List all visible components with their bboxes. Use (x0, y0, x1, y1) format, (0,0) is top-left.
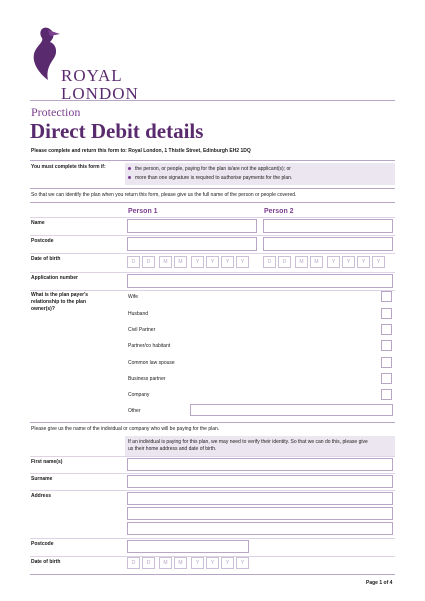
bullet-1 (128, 166, 291, 173)
date-digit[interactable]: D (127, 256, 140, 268)
relationship-option-label: Partner/co habitant (128, 343, 171, 349)
relationship-option-label: Wife (128, 294, 138, 300)
relationship-option-label: Common law spouse (128, 360, 175, 366)
relationship-option-label: Civil Partner (128, 327, 156, 333)
relationship-option-label: Company (128, 392, 150, 398)
payer-note: If an individual is paying for this plan, we may need to verify their identity. So that we can do this, please give us their home address and date of birth. (128, 439, 368, 452)
row-rule (30, 473, 395, 474)
payer-dob-label: Date of birth (31, 559, 61, 565)
bullet-1-text: the person, or people, paying for the plan is/are not the applicant(s); or (135, 166, 291, 172)
date-digit[interactable]: Y (236, 256, 249, 268)
bullet-2-text: more than one signature is required to authorise payments for the plan. (135, 175, 293, 181)
row-rule (30, 235, 395, 236)
other-field[interactable] (190, 404, 393, 416)
date-digit[interactable]: D (142, 557, 155, 569)
first-names-label: First name(s) (31, 459, 63, 465)
payer-postcode-label: Postcode (31, 541, 54, 547)
relationship-checkbox[interactable] (381, 389, 392, 400)
relationship-checkbox[interactable] (381, 340, 392, 351)
date-digit[interactable]: Y (191, 557, 204, 569)
date-digit[interactable]: D (142, 256, 155, 268)
pelican-icon (30, 24, 64, 84)
person1-name-field[interactable] (127, 219, 257, 233)
date-digit[interactable]: M (310, 256, 323, 268)
relationship-checkbox[interactable] (381, 291, 392, 302)
surname-field[interactable] (127, 475, 393, 488)
row-rule (30, 272, 395, 273)
rule-5 (30, 574, 395, 575)
relationship-checkbox[interactable] (381, 308, 392, 319)
person2-name-field[interactable] (263, 219, 393, 233)
postcode-label: Postcode (31, 238, 54, 244)
row-rule (30, 538, 395, 539)
must-complete-label: You must complete this form if: (31, 164, 106, 170)
date-digit[interactable]: M (159, 256, 172, 268)
row-rule (30, 490, 395, 491)
logo-line1: ROYAL (61, 66, 123, 85)
payer-text: Please give us the name of the individual or company who will be paying for the plan. (31, 426, 220, 432)
address-line3-field[interactable] (127, 522, 393, 535)
page-number: Page 1 of 4 (366, 580, 393, 586)
rule-4 (30, 422, 395, 423)
intro-text: Please complete and return this form to: Royal London, 1 Thistle Street, Edinburgh EH2 1DQ (31, 148, 251, 154)
dob-label: Date of birth (31, 256, 61, 262)
row-rule (30, 253, 395, 254)
rule-1 (30, 160, 395, 161)
relationship-option-label: Other (128, 408, 141, 414)
app-number-field[interactable] (127, 274, 393, 288)
date-digit[interactable]: M (174, 256, 187, 268)
date-digit[interactable]: M (295, 256, 308, 268)
address-line1-field[interactable] (127, 492, 393, 505)
relationship-option-label: Business partner (128, 376, 166, 382)
payer-postcode-field[interactable] (127, 540, 249, 553)
date-digit[interactable]: M (174, 557, 187, 569)
bullet-dot (128, 176, 131, 179)
date-digit[interactable]: Y (327, 256, 340, 268)
date-digit[interactable]: D (278, 256, 291, 268)
logo-line2: LONDON (61, 84, 139, 103)
relationship-checkbox[interactable] (381, 324, 392, 335)
row-rule (30, 290, 395, 291)
relationship-option-label: Husband (128, 311, 149, 317)
relationship-label: What is the plan payer's relationship to the plan owner(s)? (31, 292, 89, 312)
rule-2 (30, 188, 395, 189)
person1-heading: Person 1 (128, 208, 158, 215)
row-rule (30, 456, 395, 457)
date-digit[interactable]: Y (191, 256, 204, 268)
date-digit[interactable]: M (159, 557, 172, 569)
bullet-dot (128, 167, 131, 170)
date-digit[interactable]: Y (221, 256, 234, 268)
date-digit[interactable]: Y (206, 557, 219, 569)
page-title: Direct Debit details (30, 119, 204, 143)
person2-heading: Person 2 (264, 208, 294, 215)
relationship-checkbox[interactable] (381, 373, 392, 384)
date-digit[interactable]: Y (206, 256, 219, 268)
identify-text: So that we can identify the plan when you return this form, please give us the full name of the person or people covered. (31, 192, 297, 198)
date-digit[interactable]: Y (342, 256, 355, 268)
bullet-2 (128, 175, 292, 182)
address-label: Address (31, 493, 52, 499)
first-names-field[interactable] (127, 458, 393, 471)
date-digit[interactable]: Y (357, 256, 370, 268)
row-rule (30, 217, 395, 218)
header-rule (30, 100, 395, 101)
address-line2-field[interactable] (127, 507, 393, 520)
surname-label: Surname (31, 476, 53, 482)
section-label: Protection (31, 105, 81, 119)
app-number-label: Application number (31, 275, 78, 281)
date-digit[interactable]: D (263, 256, 276, 268)
date-digit[interactable]: Y (221, 557, 234, 569)
person2-postcode-field[interactable] (263, 237, 393, 251)
person1-postcode-field[interactable] (127, 237, 257, 251)
relationship-checkbox[interactable] (381, 357, 392, 368)
name-label: Name (31, 220, 45, 226)
date-digit[interactable]: D (127, 557, 140, 569)
date-digit[interactable]: Y (372, 256, 385, 268)
royal-london-logo (30, 24, 139, 103)
rule-3 (30, 202, 395, 203)
date-digit[interactable]: Y (236, 557, 249, 569)
